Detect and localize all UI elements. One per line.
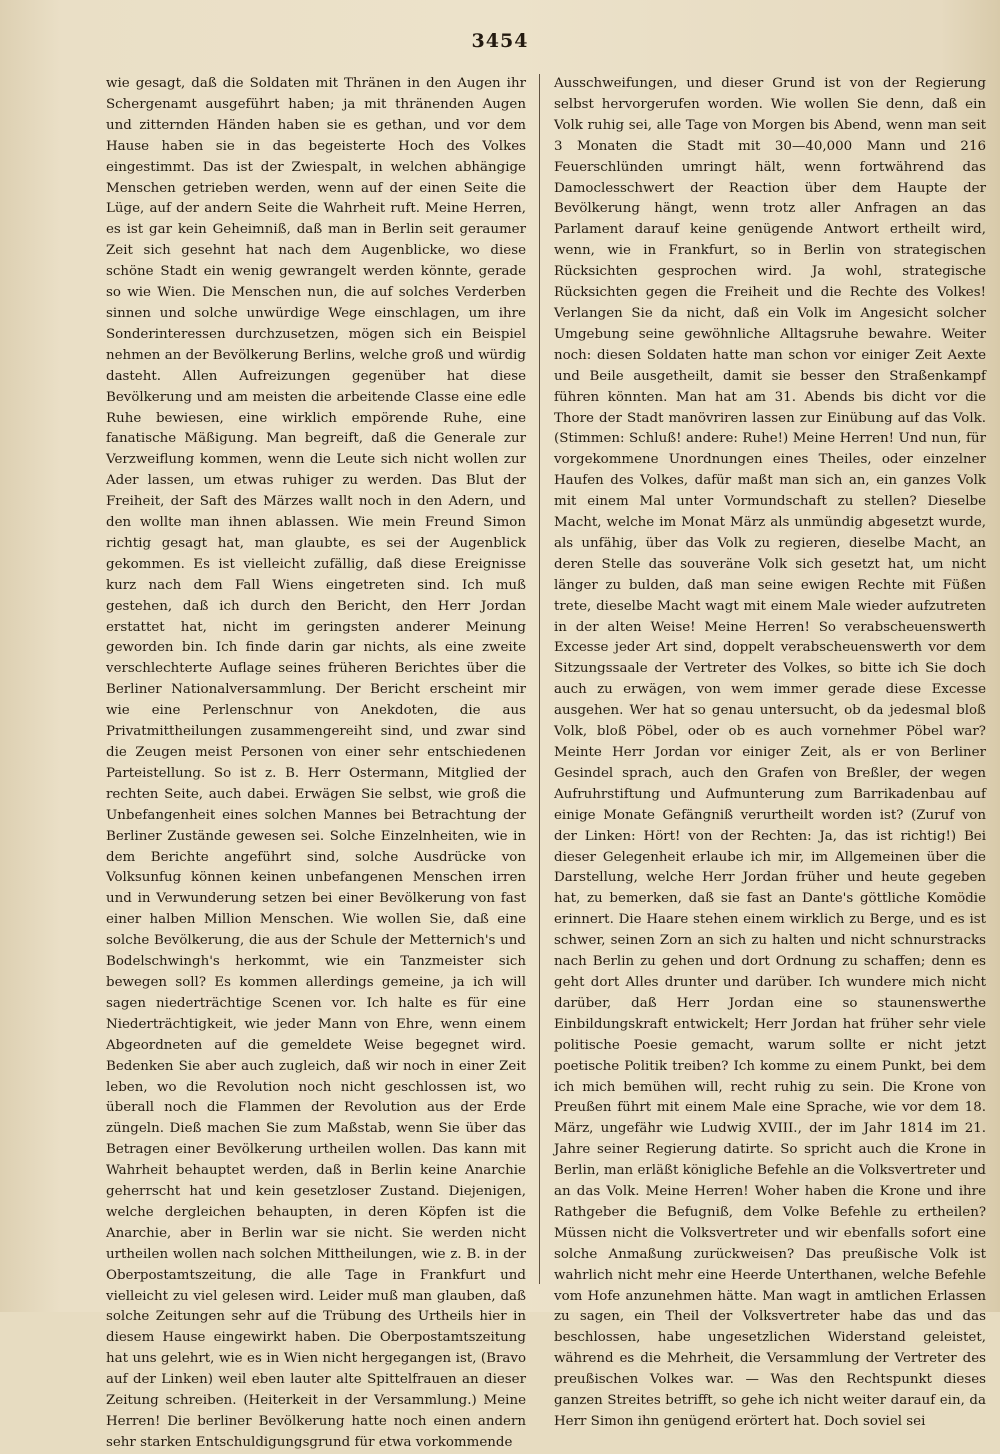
left-column xyxy=(106,74,526,1450)
page-number: 3454 xyxy=(471,30,529,52)
right-column-text: Ausschweifungen, und dieser Grund ist von der Regierung selbst hervorgerufen worden. Wie wollen Sie denn, daß ein Volk ruhig sei, alle Tage von Morgen bis Abend, wenn man seit 3 Monaten die Stadt mit 30—40,000 Mann und 216 Feuerschlünden umringt hält, wenn fortwährend das Damoclesschwert der Reaction über dem Haupte der Bevölkerung hängt, wenn trotz aller Anfragen an das Parlament darauf keine genügende Antwort ertheilt wird, wenn, wie in Frankfurt, so in Berlin von strategischen Rücksichten gesprochen wird. Ja wohl, strategische Rücksichten gegen die Freiheit und die Rechte des Volkes! Verlangen Sie da nicht, daß ein Volk im Angesicht solcher Umgebung seine gewöhnliche Alltagsruhe bewahre. Weiter noch: diesen Soldaten hatte man schon vor einiger Zeit Aexte und Beile ausgetheilt, damit sie besser den Straßenkampf führen könnten. Man hat am 31. Abends bis dicht vor die Thore der Stadt manövriren lassen zur Einübung auf das Volk. (Stimmen: Schluß! andere: Ruhe!) Meine Herren! Und nun, für vorgekommene Unordnungen eines Theiles, oder einzelner Haufen des Volkes, dafür maßt man sich an, ein ganzes Volk mit einem Mal unter Vormundschaft zu stellen? Dieselbe Macht, welche im Monat März als unmündig abgesetzt wurde, als unfähig, über das Volk zu regieren, dieselbe Macht, an deren Stelle das souveräne Volk sich gesetzt hat, um nicht länger zu bulden, daß man seine ewigen Rechte mit Füßen trete, dieselbe Macht wagt mit einem Male wieder aufzutreten in der alten Weise! Meine Herren! So verabscheuenswerth Excesse jeder Art sind, doppelt verabscheuenswerth vor dem Sitzungssaale der Vertreter des Volkes, so bitte ich Sie doch auch zu erwägen, von wem immer gerade diese Excesse ausgehen. Wer hat so genau untersucht, ob da jedesmal bloß Volk, bloß Pöbel, oder ob es auch vornehmer Pöbel war? Meinte Herr Jordan vor einiger Zeit, als er von Berliner Gesindel sprach, auch den Grafen von Breßler, der wegen Aufruhrstiftung und Aufmunterung zum Barrikadenbau auf einige Monate Gefängniß verurtheilt worden ist? (Zuruf von der Linken: Hört! von der Rechten: Ja, das ist richtig!) Bei dieser Gelegenheit erlaube ich mir, im Allgemeinen über die Darstellung, welche Herr Jordan früher und heute gegeben hat, zu bemerken, daß sie fast an Dante's göttliche Komödie erinnert. Die Haare stehen einem wirklich zu Berge, und es ist schwer, seinen Zorn an sich zu halten und nicht schnurstracks nach Berlin zu gehen und dort Ordnung zu schaffen; denn es geht dort Alles drunter und darüber. Ich wundere mich nicht darüber, daß Herr Jordan eine so staunenswerthe Einbildungskraft entwickelt; Herr Jordan hat früher sehr viele politische Poesie gemacht, warum sollte er nicht jetzt poetische Politik treiben? Ich komme zu einem Punkt, bei dem ich mich bemühen will, recht ruhig zu sein. Die Krone von Preußen führt mit einem Male eine Sprache, wie vor dem 18. März, ungefähr wie Ludwig XVIII., der im Jahr 1814 im 21. Jahre seiner Regierung datirte. So spricht auch die Krone in Berlin, man erläßt königliche Befehle an die Volksvertreter und an das Volk. Meine Herren! Woher haben die Krone und ihre Rathgeber die Befugniß, dem Volke Befehle zu ertheilen? Müssen nicht die Volksvertreter und wir ebenfalls sofort eine solche Anmaßung zurückweisen? Das preußische Volk ist wahrlich nicht mehr eine Heerde Unterthanen, welche Befehle vom Hofe anzunehmen hätte. Man wagt in amtlichen Erlassen zu sagen, ein Theil der Volksvertreter habe das und das beschlossen, habe ungesetzlichen Widerstand geleistet, während es die Mehrheit, die Versammlung der Vertreter des preußischen Volkes war. — Was den Rechtspunkt dieses ganzen Streites betrifft, so gehe ich nicht weiter darauf ein, da Herr Simon ihn genügend erörtert hat. Doch soviel sei xyxy=(554,76,986,1429)
right-column xyxy=(554,74,986,1429)
left-column-text: wie gesagt, daß die Soldaten mit Thränen in den Augen ihr Schergenamt ausgeführt haben; ja mit thränenden Augen und zitternden Händen haben sie es gethan, und vor dem Hause haben sie in das begeisterte Hoch des Volkes eingestimmt. Das ist der Zwiespalt, in welchen abhängige Menschen getrieben werden, wenn auf der einen Seite die Lüge, auf der andern Seite die Wahrheit ruft. Meine Herren, es ist gar kein Geheimniß, daß man in Berlin seit geraumer Zeit sich gesehnt hat nach dem Augenblicke, wo diese schöne Stadt ein wenig gewrangelt werden könnte, gerade so wie Wien. Die Menschen nun, die auf solches Verderben sinnen und solche unwürdige Wege einschlagen, um ihre Sonderinteressen durchzusetzen, mögen sich ein Beispiel nehmen an der Bevölkerung Berlins, welche groß und würdig dasteht. Allen Aufreizungen gegenüber hat diese Bevölkerung und am meisten die arbeitende Classe eine edle Ruhe bewiesen, eine wirklich empörende Ruhe, eine fanatische Mäßigung. Man begreift, daß die Generale zur Verzweiflung kommen, wenn die Leute sich nicht wollen zur Ader lassen, um etwas ruhiger zu werden. Das Blut der Freiheit, der Saft des Märzes wallt noch in den Adern, und den wollte man ihnen ablassen. Wie mein Freund Simon richtig gesagt hat, man glaubte, es sei der Augenblick gekommen. Es ist vielleicht zufällig, daß diese Ereignisse kurz nach dem Fall Wiens eingetreten sind. Ich muß gestehen, daß ich durch den Bericht, den Herr Jordan erstattet hat, nicht im geringsten anderer Meinung geworden bin. Ich finde darin gar nichts, als eine zweite verschlechterte Auflage seines früheren Berichtes über die Berliner Nationalversammlung. Der Bericht erscheint mir wie eine Perlenschnur von Anekdoten, die aus Privatmittheilungen zusammengereiht sind, und zwar sind die Zeugen meist Personen von einer sehr entschiedenen Parteistellung. So ist z. B. Herr Ostermann, Mitglied der rechten Seite, auch dabei. Erwägen Sie selbst, wie groß die Unbefangenheit eines solchen Mannes bei Betrachtung der Berliner Zustände gewesen sei. Solche Einzelnheiten, wie in dem Berichte angeführt sind, solche Ausdrücke von Volksunfug können keinen unbefangenen Menschen irren und in Verwunderung setzen bei einer Bevölkerung von fast einer halben Million Menschen. Wie wollen Sie, daß eine solche Bevölkerung, die aus der Schule der Metternich's und Bodelschwingh's herkommt, wie ein Tanzmeister sich bewegen soll? Es kommen allerdings gemeine, ja ich will sagen niederträchtige Scenen vor. Ich halte es für eine Niederträchtigkeit, wie jeder Mann von Ehre, wenn einem Abgeordneten auf die gemeldete Weise begegnet wird. Bedenken Sie aber auch zugleich, daß wir noch in einer Zeit leben, wo die Revolution noch nicht geschlossen ist, wo überall noch die Flammen der Revolution aus der Erde züngeln. Dieß machen Sie zum Maßstab, wenn Sie über das Betragen einer Bevölkerung urtheilen wollen. Das kann mit Wahrheit behauptet werden, daß in Berlin keine Anarchie geherrscht hat und kein gesetzloser Zustand. Diejenigen, welche dergleichen behaupten, in deren Köpfen ist die Anarchie, aber in Berlin war sie nicht. Sie werden nicht urtheilen wollen nach solchen Mittheilungen, wie z. B. in der Oberpostamtszeitung, die alle Tage in Frankfurt und vielleicht zu viel gelesen wird. Leider muß man glauben, daß solche Zeitungen sehr auf die Trübung des Urtheils hier in diesem Hause eingewirkt haben. Die Oberpostamtszeitung hat uns gelehrt, wie es in Wien nicht hergegangen ist, (Bravo auf der Linken) weil eben lauter alte Spittelfrauen an dieser Zeitung schreiben. (Heiterkeit in der Versammlung.) Meine Herren! Die berliner Bevölkerung hatte noch einen andern sehr starken Entschuldigungsgrund für etwa vorkommende xyxy=(106,76,526,1450)
column-divider xyxy=(539,74,540,1284)
